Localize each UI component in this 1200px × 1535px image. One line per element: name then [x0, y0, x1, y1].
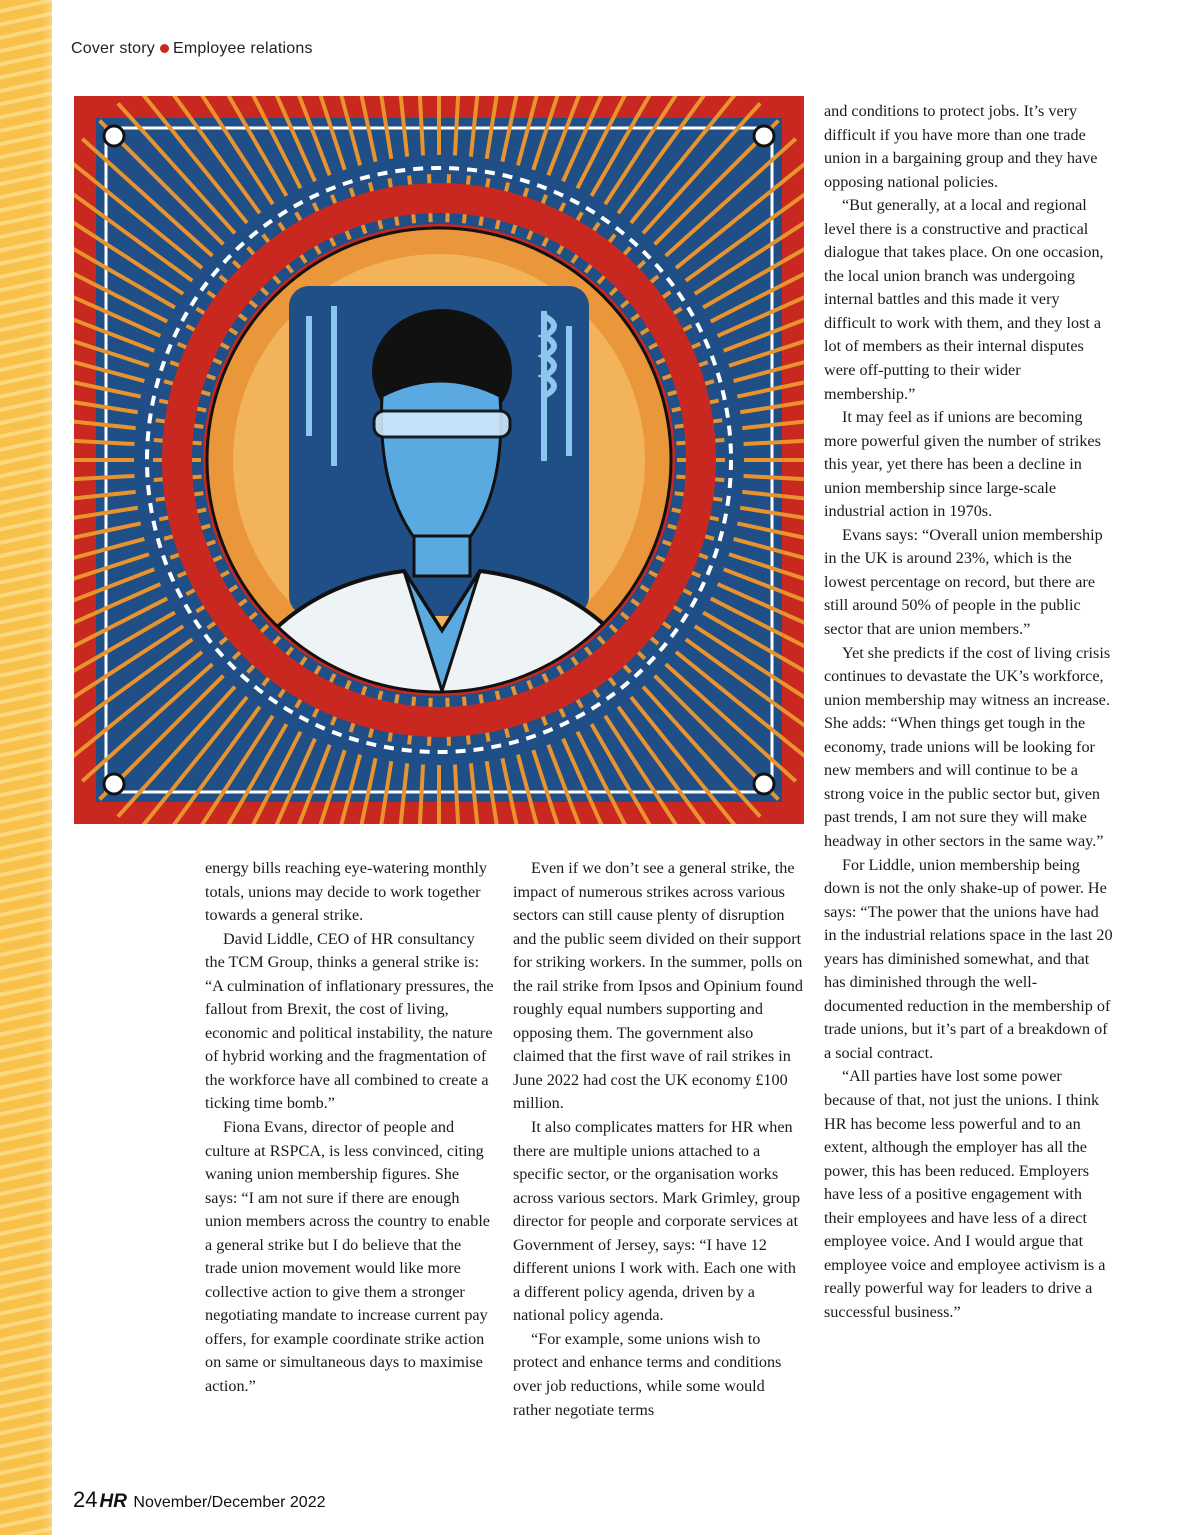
paragraph: For Liddle, union membership being down is not the only shake-up of power. He says: “The power that the unions have had in the industrial relations space in the last 20 years has diminished somewhat, and that has diminished through the well-documented reduction in the membership of trade unions, but it’s part of a breakdown of a social contract.: [824, 855, 1113, 1062]
paragraph: Fiona Evans, director of people and culture at RSPCA, is less convinced, citing waning union membership figures. She says: “I am not sure if there are enough union members across the country to enable a general strike but I do believe that the trade union movement would like more collective action to give them a stronger negotiating mandate to increase current pay offers, for example coordinate strike action on same or simultaneous days to maximise action.”: [205, 1118, 490, 1396]
section-label: Cover story: [71, 40, 155, 57]
page-footer: [73, 1487, 325, 1513]
article-column-2: [513, 857, 803, 1422]
decorative-side-stripe: [0, 0, 52, 1535]
paragraph: It may feel as if unions are becoming more powerful given the number of strikes this year, yet there has been a decline in union membership since large-scale industrial action in 1970s.: [824, 408, 1101, 521]
article-column-3: [824, 100, 1114, 1324]
illustration-svg: [74, 96, 804, 824]
article-column-1: [205, 857, 495, 1399]
paragraph: “All parties have lost some power because of that, not just the unions. I think HR has become less powerful and to an extent, although the employer has all the power, this has been reduced. Employers have less of a positive engagement with their employees and have less of a direct employee voice. And I would argue that employee voice and employee activism is a really powerful way for leaders to drive a successful business.”: [824, 1067, 1106, 1321]
issue-date: November/December 2022: [133, 1494, 326, 1511]
bullet-dot-icon: [160, 44, 169, 53]
section-header: [71, 40, 313, 58]
paragraph: “For example, some unions wish to protect and enhance terms and conditions over job reductions, while some would rather negotiate terms: [513, 1329, 782, 1419]
portrait-illustration: [74, 96, 804, 824]
subsection-label: Employee relations: [173, 40, 313, 57]
paragraph: “But generally, at a local and regional level there is a constructive and practical dialogue that takes place. On one occasion, the local union branch was undergoing internal battles and this made it very difficult to work with them, and they lost a lot of members as their internal disputes were off-putting to their wider membership.”: [824, 196, 1104, 403]
paragraph: energy bills reaching eye-watering monthly totals, unions may decide to work together towards a general strike.: [205, 859, 487, 925]
paragraph: and conditions to protect jobs. It’s very difficult if you have more than one trade union in a bargaining group and they have opposing national policies.: [824, 102, 1098, 191]
paragraph: David Liddle, CEO of HR consultancy the TCM Group, thinks a general strike is: “A culmination of inflationary pressures, the fallout from Brexit, the cost of living, economic and political instability, the nature of hybrid working and the fragmentation of the workforce have all combined to create a ticking time bomb.”: [205, 929, 494, 1113]
paragraph: Evans says: “Overall union membership in the UK is around 23%, which is the lowest percentage on record, but there are still around 50% of people in the public sector that are union members.”: [824, 525, 1103, 639]
magazine-name: HR: [99, 1491, 127, 1512]
paragraph: It also complicates matters for HR when there are multiple unions attached to a specific sector, or the organisation works across various sectors. Mark Grimley, group director for people and corporate services at Government of Jersey, says: “I have 12 different unions I work with. Each one with a different policy agenda, driven by a national policy agenda.: [513, 1118, 801, 1325]
paragraph: Yet she predicts if the cost of living crisis continues to devastate the UK’s workforce, union membership may witness an increase. She adds: “When things get tough in the economy, trade unions will be looking for new members and will continue to be a strong voice in the public sector but, given past trends, I am not sure they will make headway in other sectors in the same way.”: [824, 643, 1111, 850]
paragraph: Even if we don’t see a general strike, the impact of numerous strikes across various sectors can still cause plenty of disruption and the public seem divided on their support for striking workers. In the summer, polls on the rail strike from Ipsos and Opinium found roughly equal numbers supporting and opposing them. The government also claimed that the first wave of rail strikes in June 2022 had cost the UK economy £100 million.: [513, 859, 803, 1113]
page-number: 24: [73, 1487, 98, 1512]
